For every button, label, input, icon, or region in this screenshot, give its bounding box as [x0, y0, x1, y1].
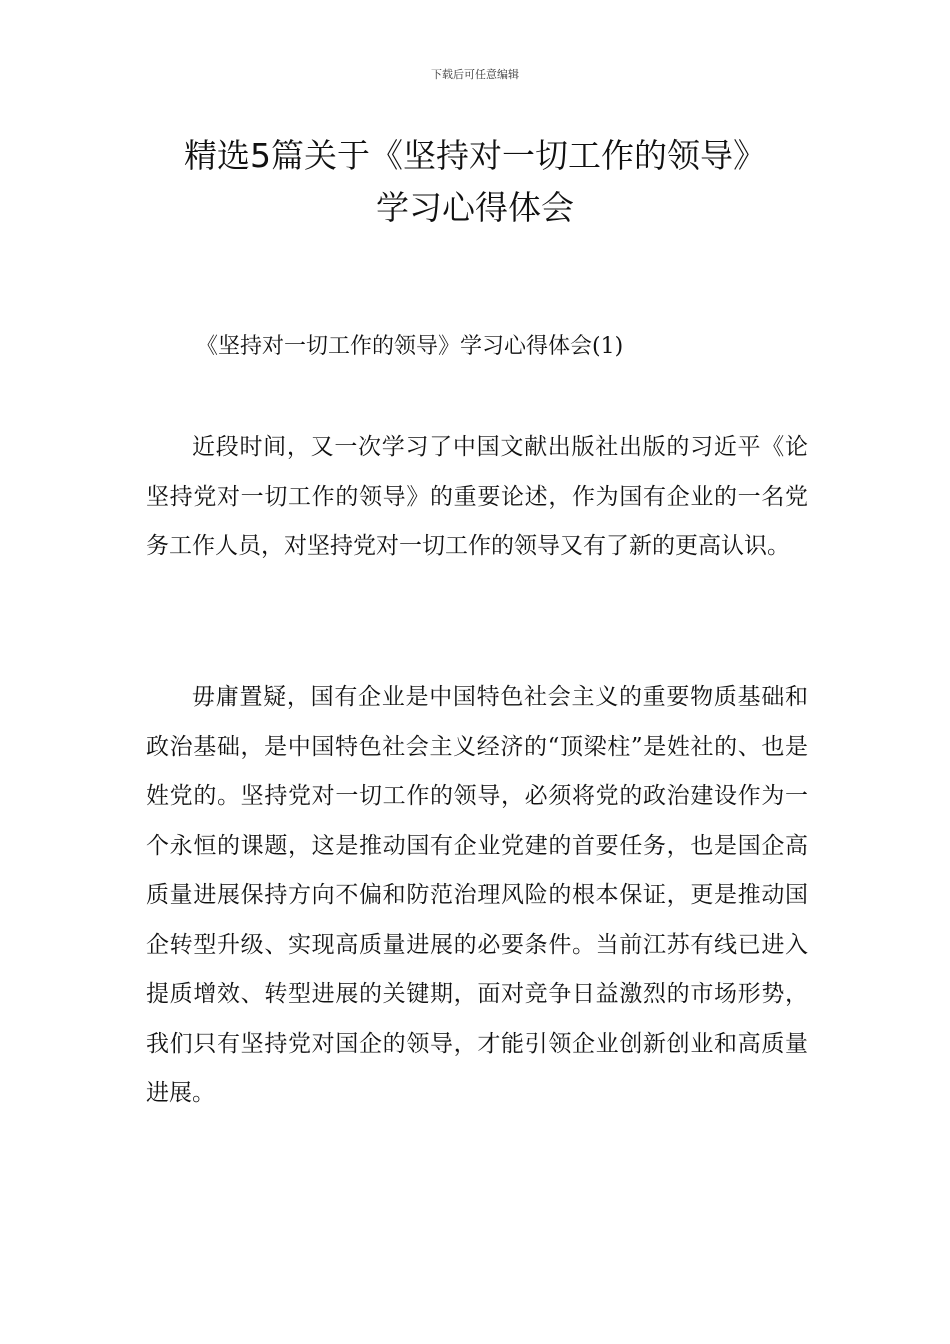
title-line-1: 精选5篇关于《坚持对一切工作的领导》	[184, 136, 766, 175]
paragraph-2: 毋庸置疑，国有企业是中国特色社会主义的重要物质基础和政治基础，是中国特色社会主义经济的“顶梁柱”是姓社的、也是姓党的。坚持党对一切工作的领导，必须将党的政治建设作为一个永恒的课题，这是推动国有企业党建的首要任务，也是国企高质量进展保持方向不偏和防范治理风险的根本保证，更是推动国企转型升级、实现高质量进展的必要条件。当前江苏有线已进入提质增效、转型进展的关键期，面对竞争日益激烈的市场形势，我们只有坚持党对国企的领导，才能引领企业创新创业和高质量进展。	[146, 684, 808, 1106]
document-title	[0, 130, 950, 234]
title-line-2: 学习心得体会	[376, 188, 574, 227]
header-note: 下载后可任意编辑	[431, 68, 519, 81]
paragraph-1: 近段时间，又一次学习了中国文献出版社出版的习近平《论坚持党对一切工作的领导》的重要论述，作为国有企业的一名党务工作人员，对坚持党对一切工作的领导又有了新的更高认识。	[146, 434, 808, 559]
section-title: 《坚持对一切工作的领导》学习心得体会(1)	[196, 334, 624, 359]
